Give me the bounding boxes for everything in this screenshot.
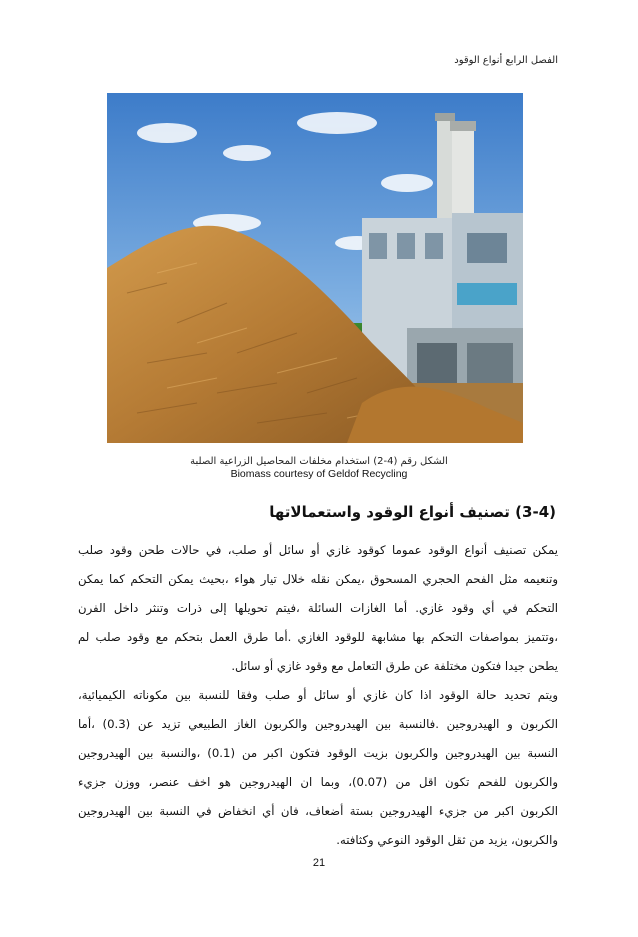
paragraph2-line-4: والكربون للفحم تكون اقل من (0.07)، وبما ان الهيدروجين هو اخف عنصر، ووزن جزيء <box>78 775 558 789</box>
running-header: الفصل الرابع أنواع الوقود <box>454 55 558 66</box>
paragraph1-line-4: ،وتتميز بمواصفات التحكم بها مشابهة للوقود الغازي .أما طرق العمل بتحكم مع وقود صلب لم <box>78 630 558 644</box>
paragraph1-line-2: وتنعيمه مثل الفحم الحجري المسحوق ،يمكن نقله خلال تيار هواء ،بحيث يمكن التحكم كما يمكن <box>78 572 558 586</box>
paragraph2-line-1: ويتم تحديد حالة الوقود اذا كان غازي أو سائل أو صلب وفقا للنسبة بين مكوناته الكيميائية، <box>78 688 558 702</box>
paragraph2-line-6: والكربون، يزيد من ثقل الوقود النوعي وكثافته. <box>336 833 558 847</box>
figure-caption-english: Biomass courtesy of Geldof Recycling <box>230 468 408 480</box>
paragraph2-line-2: الكربون و الهيدروجين .فالنسبة بين الهيدروجين والكربون الغاز الطبيعي تزيد عن (0.3) ،أما <box>78 717 558 731</box>
page-number: 21 <box>312 857 326 869</box>
paragraph2-line-3: النسبة بين الهيدروجين والكربون بزيت الوقود فتكون اكبر من (0.1) ،والنسبة بين الهيدروجين <box>78 746 558 760</box>
figure-caption-arabic: الشكل رقم (4-2) استخدام مخلفات المحاصيل الزراعية الصلبة <box>190 456 448 467</box>
paragraph1-line-3: التحكم في أي وقود غازي. أما الغازات السائلة ،فيتم تحويلها إلى ذرات وتنثر داخل الفرن <box>78 601 558 615</box>
body-text <box>78 536 558 855</box>
paragraph2-line-5: الكربون اكبر من جزيء الهيدروجين بستة أضعاف، فان أي انخفاض في النسبة بين الهيدروجين <box>78 804 558 818</box>
section-heading: (3-4) تصنيف أنواع الوقود واستعمالاتها <box>269 503 556 521</box>
figure-photo <box>107 93 523 443</box>
paragraph1-line-1: يمكن تصنيف أنواع الوقود عموما كوقود غازي أو سائل أو صلب، في حالات طحن وقود صلب <box>78 543 558 557</box>
paragraph1-line-5: يطحن جيدا فتكون مختلفة عن طرق التعامل مع وقود غازي أو سائل. <box>231 659 558 673</box>
